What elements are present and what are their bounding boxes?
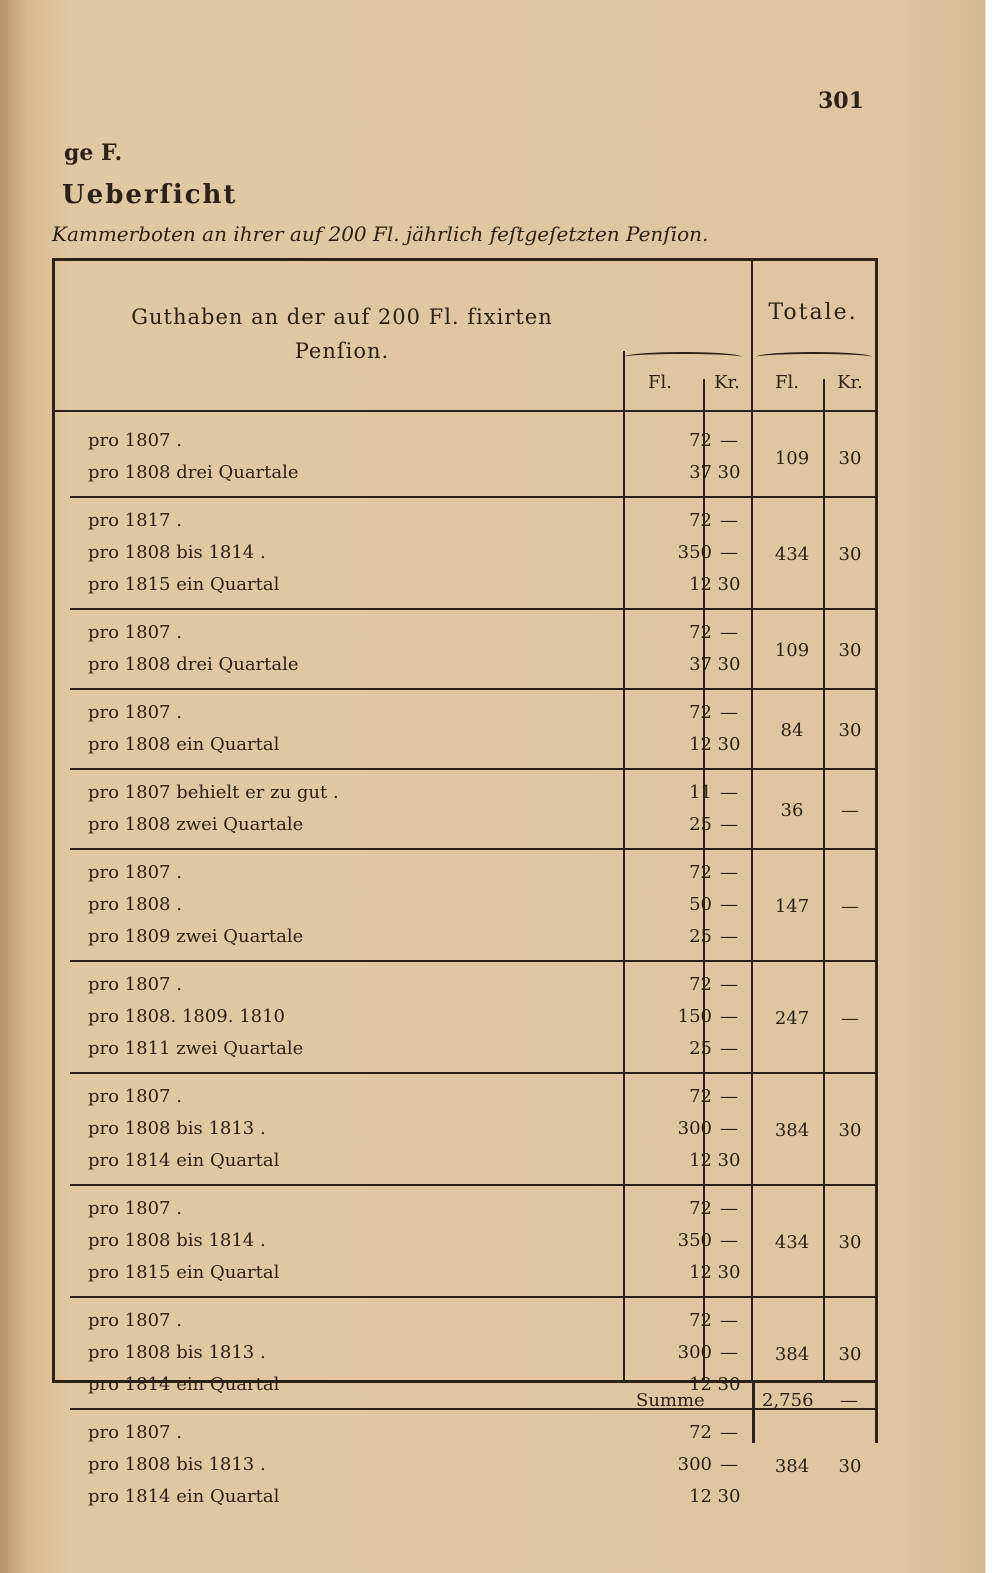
entry-label: pro 1807 . [88, 1422, 182, 1443]
entry-label: pro 1815 ein Quartal [88, 1262, 280, 1283]
entry-fl: 37 [689, 654, 712, 675]
entry-kr: — [720, 1198, 738, 1219]
entry-fl: 72 [689, 1198, 712, 1219]
entry-fl: 72 [689, 1422, 712, 1443]
entry-kr: 30 [717, 734, 741, 755]
page-subtitle: Kammerboten an ihrer auf 200 Fl. jährlich feſtgeſetzten Penſion. [52, 222, 709, 246]
entry-kr: — [720, 862, 738, 883]
entry-label: pro 1808 bis 1813 . [88, 1342, 266, 1363]
entry-label: pro 1808 ein Quartal [88, 734, 280, 755]
group-total-fl: 384 [774, 1456, 810, 1477]
entry-fl: 72 [689, 1086, 712, 1107]
entry-fl: 37 [689, 462, 712, 483]
entry-label: pro 1807 . [88, 1310, 182, 1331]
entry-fl: 350 [677, 1230, 712, 1251]
entry-kr: — [720, 1310, 738, 1331]
entry-line [52, 1258, 878, 1290]
entry-fl: 300 [677, 1118, 712, 1139]
col-header-kr: Kr. [714, 372, 740, 393]
group-total-fl: 36 [780, 800, 804, 821]
entry-fl: 12 [689, 1150, 712, 1171]
group-total-fl: 84 [780, 720, 804, 741]
table-row [52, 1076, 878, 1184]
entry-fl: 150 [677, 1006, 712, 1027]
description-header: Guthaben an der auf 200 Fl. fixirten Penſion. [131, 305, 553, 363]
group-divider [70, 1184, 878, 1186]
entry-kr: — [720, 782, 738, 803]
group-divider [70, 848, 878, 850]
entry-kr: — [720, 1230, 738, 1251]
table-row [52, 612, 878, 688]
entry-kr: — [720, 1006, 738, 1027]
entry-label: pro 1807 behielt er zu gut . [88, 782, 339, 803]
entry-label: pro 1807 . [88, 622, 182, 643]
entry-line [52, 570, 878, 602]
entry-kr: — [720, 974, 738, 995]
group-total-kr: 30 [838, 1232, 862, 1253]
entry-label: pro 1808 drei Quartale [88, 654, 299, 675]
group-total-fl: 384 [774, 1120, 810, 1141]
entry-fl: 72 [689, 974, 712, 995]
group-divider [70, 496, 878, 498]
entry-label: pro 1807 . [88, 702, 182, 723]
group-total-kr: 30 [838, 1344, 862, 1365]
sum-total-fl: 2,756 [762, 1390, 814, 1411]
entry-line [52, 1082, 878, 1114]
entry-fl: 25 [689, 926, 712, 947]
group-divider [70, 688, 878, 690]
entry-label: pro 1808 . [88, 894, 182, 915]
entry-fl: 72 [689, 430, 712, 451]
group-divider [70, 1296, 878, 1298]
table-row [52, 772, 878, 848]
entry-kr: — [720, 1342, 738, 1363]
table-row [52, 1188, 878, 1296]
entry-label: pro 1807 . [88, 1086, 182, 1107]
group-divider [70, 608, 878, 610]
header-rule [52, 410, 878, 412]
entry-fl: 50 [689, 894, 712, 915]
group-total-kr: — [841, 1008, 859, 1029]
amount-brace [624, 352, 742, 362]
col-header-total-fl: Fl. [775, 372, 799, 393]
group-total-kr: 30 [838, 544, 862, 565]
entry-label: pro 1814 ein Quartal [88, 1486, 280, 1507]
col-header-fl: Fl. [648, 372, 672, 393]
group-total-kr: 30 [838, 1456, 862, 1477]
entry-kr: — [720, 926, 738, 947]
group-divider [70, 768, 878, 770]
entry-label: pro 1808 bis 1813 . [88, 1118, 266, 1139]
entry-kr: 30 [717, 1262, 741, 1283]
entry-kr: — [720, 1086, 738, 1107]
entry-kr: 30 [717, 462, 741, 483]
entry-kr: — [720, 702, 738, 723]
entry-label: pro 1814 ein Quartal [88, 1374, 280, 1395]
entry-fl: 72 [689, 862, 712, 883]
table-row [52, 420, 878, 496]
entry-label: pro 1808 bis 1814 . [88, 1230, 266, 1251]
totals-header: Totale. [768, 300, 858, 325]
entry-fl: 300 [677, 1454, 712, 1475]
entry-line [52, 1482, 878, 1514]
entry-kr: — [720, 1118, 738, 1139]
group-total-fl: 247 [774, 1008, 810, 1029]
entry-kr: — [720, 814, 738, 835]
entry-label: pro 1817 . [88, 510, 182, 531]
page-number: 301 [818, 88, 864, 114]
entry-kr: — [720, 894, 738, 915]
table-row [52, 964, 878, 1072]
entry-line [52, 506, 878, 538]
entry-label: pro 1808 bis 1813 . [88, 1454, 266, 1475]
entry-kr: 30 [717, 654, 741, 675]
group-total-fl: 434 [774, 1232, 810, 1253]
entry-label: pro 1807 . [88, 1198, 182, 1219]
entry-fl: 11 [689, 782, 712, 803]
entry-fl: 12 [689, 734, 712, 755]
entry-label: pro 1807 . [88, 862, 182, 883]
col-header-total-kr: Kr. [837, 372, 863, 393]
entry-fl: 72 [689, 702, 712, 723]
group-total-fl: 109 [774, 448, 810, 469]
entry-kr: — [720, 1454, 738, 1475]
group-total-kr: — [841, 800, 859, 821]
entry-label: pro 1809 zwei Quartale [88, 926, 304, 947]
entry-line [52, 922, 878, 954]
group-total-fl: 434 [774, 544, 810, 565]
appendix-label: ge F. [64, 140, 123, 166]
entry-fl: 12 [689, 574, 712, 595]
group-total-fl: 109 [774, 640, 810, 661]
group-total-kr: 30 [838, 720, 862, 741]
table-row [52, 852, 878, 960]
entry-kr: 30 [717, 1150, 741, 1171]
entry-line [52, 970, 878, 1002]
entry-kr: — [720, 1422, 738, 1443]
entry-fl: 72 [689, 622, 712, 643]
entry-kr: 30 [717, 574, 741, 595]
entry-fl: 72 [689, 510, 712, 531]
entry-fl: 72 [689, 1310, 712, 1331]
entry-label: pro 1807 . [88, 974, 182, 995]
group-total-kr: 30 [838, 448, 862, 469]
entry-label: pro 1808 bis 1814 . [88, 542, 266, 563]
entry-label: pro 1808 drei Quartale [88, 462, 299, 483]
entry-label: pro 1811 zwei Quartale [88, 1038, 304, 1059]
entry-fl: 300 [677, 1342, 712, 1363]
group-total-fl: 147 [774, 896, 810, 917]
entry-line [52, 1306, 878, 1338]
entry-label: pro 1807 . [88, 430, 182, 451]
table-row [52, 500, 878, 608]
entry-kr: — [720, 1038, 738, 1059]
sum-total-kr: — [840, 1390, 858, 1411]
group-divider [70, 960, 878, 962]
entry-kr: — [720, 510, 738, 531]
entry-label: pro 1815 ein Quartal [88, 574, 280, 595]
group-divider [70, 1072, 878, 1074]
sum-label: Summe [636, 1390, 705, 1411]
entry-kr: — [720, 430, 738, 451]
entry-label: pro 1808 zwei Quartale [88, 814, 304, 835]
group-total-fl: 384 [774, 1344, 810, 1365]
entry-fl: 12 [689, 1486, 712, 1507]
entry-line [52, 1146, 878, 1178]
group-total-kr: 30 [838, 640, 862, 661]
group-total-kr: 30 [838, 1120, 862, 1141]
table-row [52, 692, 878, 768]
entry-label: pro 1814 ein Quartal [88, 1150, 280, 1171]
totals-brace [756, 352, 872, 362]
entry-fl: 12 [689, 1262, 712, 1283]
entry-kr: — [720, 622, 738, 643]
entry-fl: 25 [689, 1038, 712, 1059]
page-title: Ueberſicht [62, 180, 238, 210]
entry-label: pro 1808. 1809. 1810 [88, 1006, 285, 1027]
entry-fl: 25 [689, 814, 712, 835]
entry-kr: — [720, 542, 738, 563]
entry-fl: 350 [677, 542, 712, 563]
entry-line [52, 1034, 878, 1066]
entry-line [52, 858, 878, 890]
entry-kr: 30 [717, 1374, 741, 1395]
entry-line [52, 1194, 878, 1226]
entry-kr: 30 [717, 1486, 741, 1507]
group-total-kr: — [841, 896, 859, 917]
entry-fl: 12 [689, 1374, 712, 1395]
